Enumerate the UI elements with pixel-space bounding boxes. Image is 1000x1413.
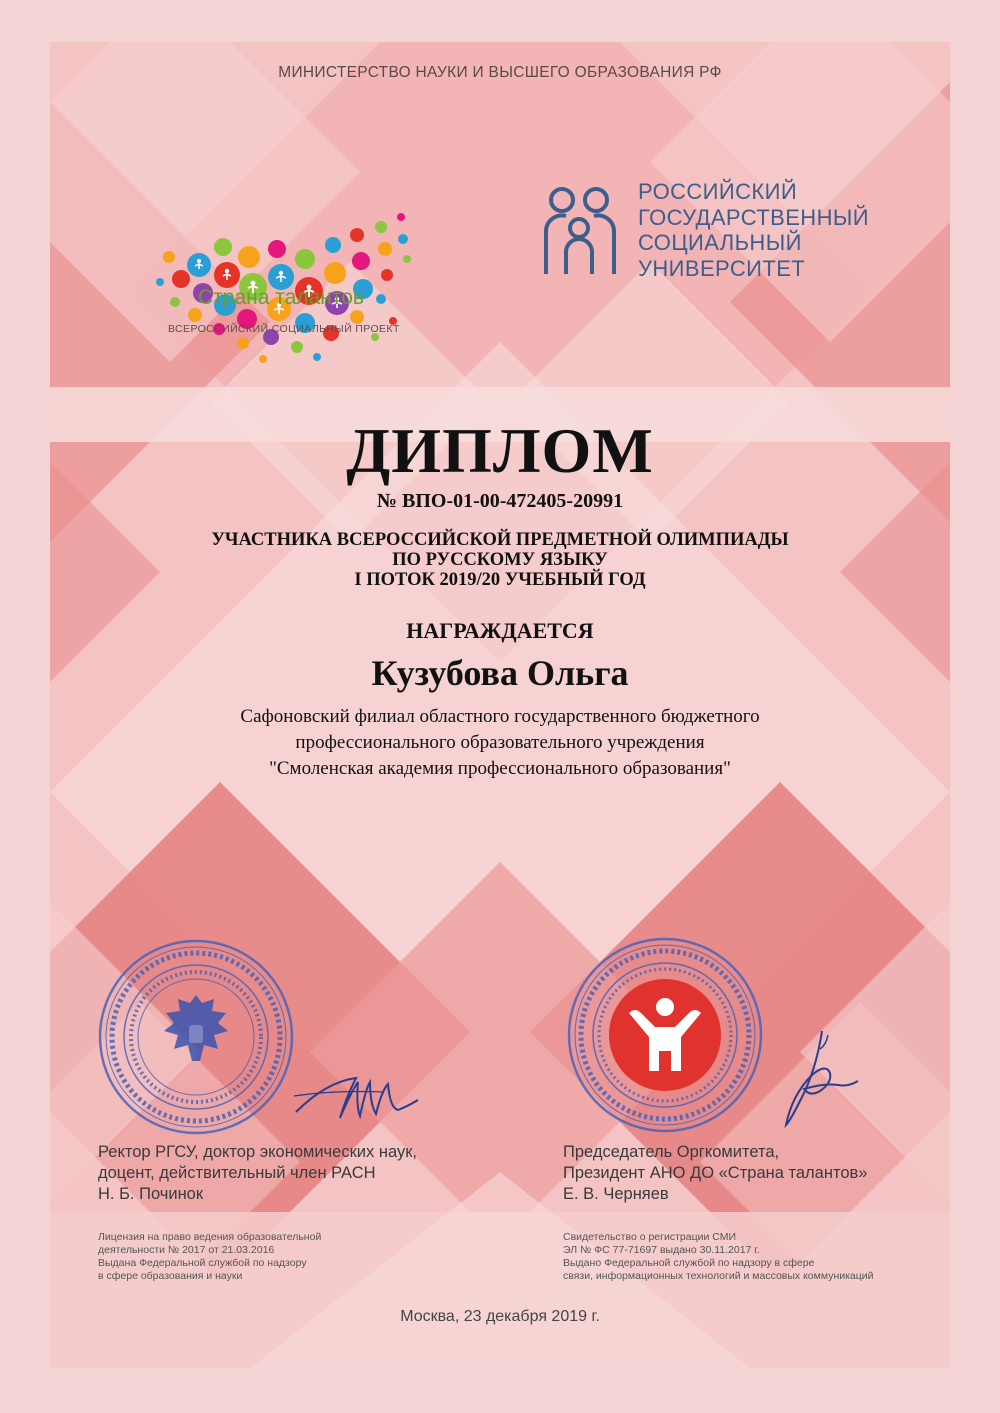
signer-line: Ректор РГСУ, доктор экономических наук,: [98, 1143, 418, 1161]
university-name-line: УНИВЕРСИТЕТ: [638, 255, 806, 281]
diploma-number: № ВПО-01-00-472405-20991: [376, 490, 624, 512]
subtitle-line: УЧАСТНИКА ВСЕРОССИЙСКОЙ ПРЕДМЕТНОЙ ОЛИМПИАДЫ: [211, 530, 789, 550]
university-name-line: ГОСУДАРСТВЕННЫЙ: [638, 204, 869, 230]
fine-print-line: в сфере образования и науки: [98, 1270, 243, 1282]
fine-print-line: Выдана Федеральной службой по надзору: [98, 1257, 307, 1269]
diploma-sheet: [50, 42, 950, 1368]
university-name-line: РОССИЙСКИЙ: [638, 179, 798, 204]
university-name-line: СОЦИАЛЬНЫЙ: [638, 230, 802, 255]
signer-name: Е. В. Черняев: [563, 1185, 669, 1203]
subtitle-line: I ПОТОК 2019/20 УЧЕБНЫЙ ГОД: [354, 570, 646, 590]
family-figures-icon: [540, 182, 620, 282]
fine-print-line: Выдано Федеральной службой по надзору в сфере: [563, 1257, 815, 1269]
organization-line: профессионального образовательного учреждения: [295, 732, 705, 753]
place-and-date: Москва, 23 декабря 2019 г.: [400, 1308, 600, 1325]
recipient-name: Кузубова Ольга: [371, 653, 629, 693]
organization-line: Сафоновский филиал областного государственного бюджетного: [240, 706, 760, 727]
organization-line: "Смоленская академия профессионального образования": [269, 758, 731, 779]
fine-print-line: ЭЛ № ФС 77-71697 выдано 30.11.2017 г.: [563, 1244, 760, 1256]
media-registration-note: [563, 1231, 874, 1283]
awarded-label: НАГРАЖДАЕТСЯ: [406, 618, 594, 643]
brand-tagline: ВСЕРОССИЙСКИЙ СОЦИАЛЬНЫЙ ПРОЕКТ: [168, 323, 400, 335]
strana-talantov-stamp-icon: [565, 935, 765, 1135]
fine-print-line: Лицензия на право ведения образовательной: [98, 1231, 322, 1243]
fine-print-line: деятельности № 2017 от 21.03.2016: [98, 1244, 275, 1256]
fine-print-line: Свидетельство о регистрации СМИ: [563, 1231, 736, 1243]
fine-print-line: связи, информационных технологий и массовых коммуникаций: [563, 1270, 874, 1282]
recipient-organization: [50, 704, 950, 782]
signer-name: Н. Б. Починок: [98, 1185, 204, 1203]
diploma-subtitle: [50, 530, 950, 590]
signer-line: Президент АНО ДО «Страна талантов»: [563, 1164, 868, 1182]
university-name: [638, 179, 869, 281]
diploma-title: ДИПЛОМ: [346, 415, 654, 486]
state-emblem-stamp-icon: [96, 937, 296, 1137]
license-note: [98, 1231, 321, 1283]
signer-line: доцент, действительный член РАСН: [98, 1164, 376, 1182]
rector-signature: [290, 1052, 430, 1132]
ministry-header: МИНИСТЕРСТВО НАУКИ И ВЫСШЕГО ОБРАЗОВАНИЯ РФ: [278, 64, 722, 81]
subtitle-line: ПО РУССКОМУ ЯЗЫКУ: [392, 550, 608, 570]
signer-line: Председатель Оргкомитета,: [563, 1143, 780, 1161]
right-signer-block: [563, 1142, 867, 1205]
chairman-signature: [762, 1027, 872, 1137]
left-signer-block: [98, 1142, 417, 1205]
brand-name: Страна талантов: [198, 286, 365, 309]
